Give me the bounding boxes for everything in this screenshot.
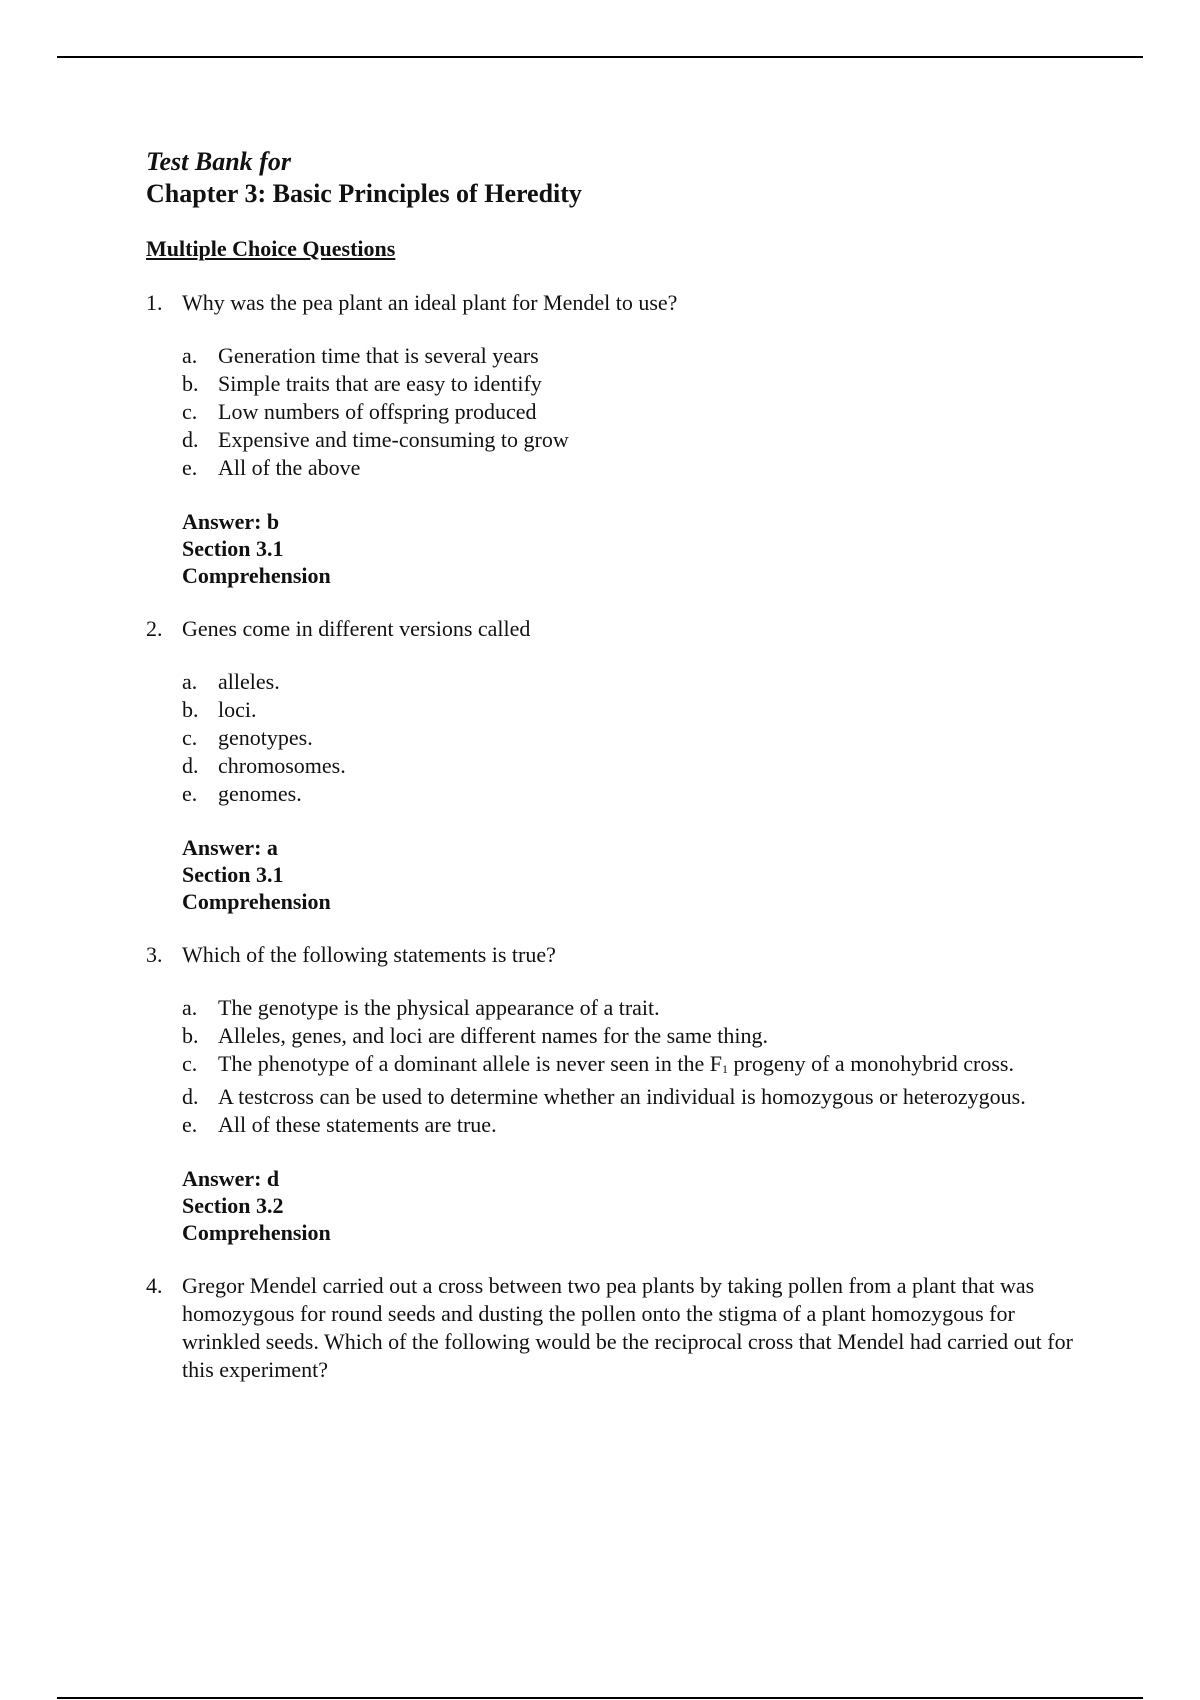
option-letter: e.: [182, 455, 198, 480]
question-1-meta: [146, 508, 1086, 589]
option-letter: e.: [182, 781, 198, 806]
question-2: [146, 615, 1086, 643]
option-d: [182, 426, 1086, 454]
document-body: [146, 146, 1086, 1384]
option-c: [182, 398, 1086, 426]
option-text: chromosomes.: [218, 753, 346, 778]
option-letter: a.: [182, 995, 198, 1020]
question-text: Genes come in different versions called: [182, 616, 531, 641]
answer-label: Answer: b: [182, 509, 280, 534]
option-text: Generation time that is several years: [218, 343, 539, 368]
option-text: A testcross can be used to determine whether an individual is homozygous or heterozygous.: [218, 1084, 1026, 1109]
option-letter: c.: [182, 1051, 198, 1076]
section-label: Section 3.1: [182, 862, 284, 887]
option-letter: d.: [182, 753, 199, 778]
question-number: 2.: [146, 616, 163, 641]
bottom-rule: [57, 1697, 1143, 1699]
option-text-after: progeny of a monohybrid cross.: [728, 1051, 1014, 1076]
option-letter: b.: [182, 371, 199, 396]
question-3-meta: [146, 1165, 1086, 1246]
question-3: [146, 941, 1086, 969]
option-e: [182, 780, 1086, 808]
option-letter: e.: [182, 1112, 198, 1137]
option-text: alleles.: [218, 669, 280, 694]
question-2-options: [146, 668, 1086, 808]
option-text: All of the above: [218, 455, 361, 480]
section-heading: Multiple Choice Questions: [146, 236, 396, 261]
option-letter: c.: [182, 725, 198, 750]
answer-label: Answer: d: [182, 1166, 280, 1191]
f1-subscript: 1: [722, 1062, 729, 1076]
option-text: The genotype is the physical appearance of a trait.: [218, 995, 660, 1020]
question-3-options: [146, 994, 1086, 1139]
question-1-options: [146, 342, 1086, 482]
option-e: [182, 1111, 1086, 1139]
question-text: Why was the pea plant an ideal plant for Mendel to use?: [182, 290, 678, 315]
level-label: Comprehension: [182, 889, 331, 914]
section-label: Section 3.2: [182, 1193, 284, 1218]
option-text: All of these statements are true.: [218, 1112, 497, 1137]
question-1: [146, 289, 1086, 317]
question-text: Gregor Mendel carried out a cross between two pea plants by taking pollen from a plant that was homozygous for round seeds and dusting the pollen onto the stigma of a plant homozygous for wrinkled seeds. Which of the following would be the reciprocal cross that Mendel had carried out for this experiment?: [182, 1273, 1073, 1382]
chapter-title: Chapter 3: Basic Principles of Heredity: [146, 179, 582, 208]
option-letter: b.: [182, 697, 199, 722]
option-d: [182, 1083, 1086, 1111]
option-a: [182, 994, 1086, 1022]
level-label: Comprehension: [182, 1220, 331, 1245]
option-b: [182, 696, 1086, 724]
option-e: [182, 454, 1086, 482]
option-letter: a.: [182, 343, 198, 368]
question-text: Which of the following statements is true?: [182, 942, 556, 967]
answer-label: Answer: a: [182, 835, 278, 860]
question-number: 3.: [146, 942, 163, 967]
document-title-prefix: Test Bank for: [146, 147, 291, 176]
option-text: genotypes.: [218, 725, 313, 750]
option-letter: b.: [182, 1023, 199, 1048]
option-text-before: The phenotype of a dominant allele is never seen in the F: [218, 1051, 723, 1076]
section-label: Section 3.1: [182, 536, 284, 561]
option-text: genomes.: [218, 781, 302, 806]
option-text: loci.: [218, 697, 257, 722]
option-text: Simple traits that are easy to identify: [218, 371, 542, 396]
option-d: [182, 752, 1086, 780]
option-letter: d.: [182, 1084, 199, 1109]
option-text: Low numbers of offspring produced: [218, 399, 537, 424]
question-number: 1.: [146, 290, 163, 315]
option-letter: d.: [182, 427, 199, 452]
option-c: [182, 1050, 1086, 1083]
question-4: [146, 1272, 1086, 1384]
option-text: Alleles, genes, and loci are different names for the same thing.: [218, 1023, 769, 1048]
option-letter: c.: [182, 399, 198, 424]
level-label: Comprehension: [182, 563, 331, 588]
question-number: 4.: [146, 1273, 163, 1298]
option-a: [182, 668, 1086, 696]
top-rule: [57, 56, 1143, 58]
option-text: [218, 1051, 1014, 1076]
option-b: [182, 370, 1086, 398]
option-letter: a.: [182, 669, 198, 694]
option-c: [182, 724, 1086, 752]
option-text: Expensive and time-consuming to grow: [218, 427, 569, 452]
question-2-meta: [146, 834, 1086, 915]
option-a: [182, 342, 1086, 370]
option-b: [182, 1022, 1086, 1050]
